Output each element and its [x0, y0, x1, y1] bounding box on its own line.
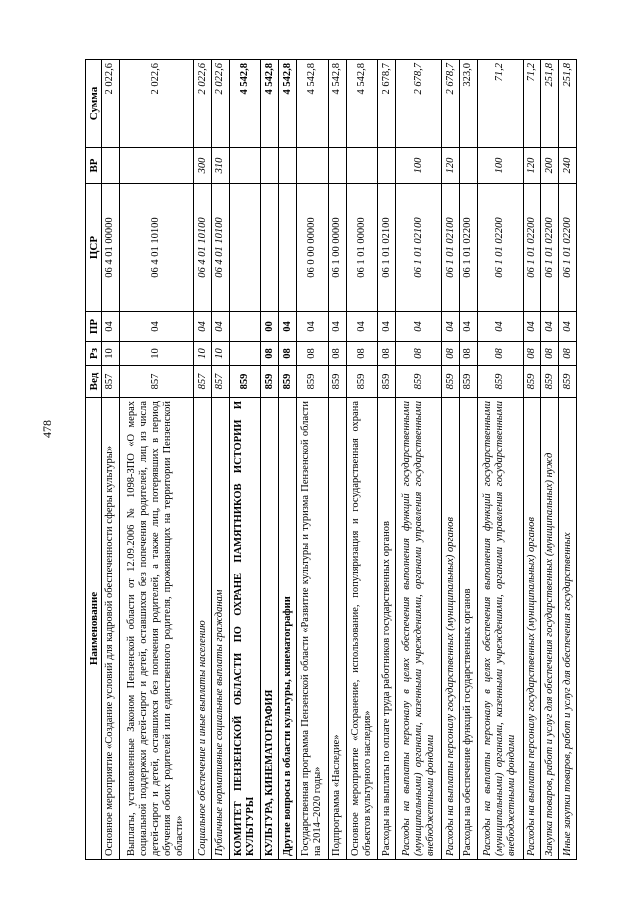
cell-sum: 2 678,7	[396, 60, 442, 148]
cell-vr: 100	[477, 148, 523, 184]
cell-pr: 04	[102, 312, 120, 342]
cell-pr: 04	[396, 312, 442, 342]
cell-ved: 859	[442, 366, 460, 398]
cell-csr: 06 1 01 02200	[459, 184, 477, 312]
cell-csr: 06 1 01 02100	[442, 184, 460, 312]
cell-vr	[296, 148, 328, 184]
cell-sum: 4 542,8	[346, 60, 378, 148]
table-row	[296, 60, 328, 860]
cell-pr	[229, 312, 261, 342]
cell-vr: 310	[211, 148, 229, 184]
table-header-row	[86, 60, 102, 860]
cell-vr	[328, 148, 346, 184]
cell-vr	[346, 148, 378, 184]
cell-pr: 04	[119, 312, 193, 342]
cell-sum: 4 542,8	[296, 60, 328, 148]
cell-csr: 06 4 01 00000	[102, 184, 120, 312]
cell-csr: 06 4 01 10100	[119, 184, 193, 312]
cell-vr: 300	[194, 148, 212, 184]
cell-rz: 08	[346, 342, 378, 366]
cell-csr	[279, 184, 297, 312]
cell-vr: 120	[523, 148, 541, 184]
cell-rz: 08	[296, 342, 328, 366]
table-row	[541, 60, 559, 860]
cell-vr: 240	[559, 148, 577, 184]
cell-name: Расходы на выплаты персоналу государственных (муниципальных) органов	[523, 398, 541, 860]
cell-csr	[261, 184, 279, 312]
cell-rz: 08	[396, 342, 442, 366]
cell-pr: 04	[279, 312, 297, 342]
cell-vr	[279, 148, 297, 184]
cell-csr: 06 1 01 02200	[559, 184, 577, 312]
table-row	[229, 60, 261, 860]
cell-ved: 859	[477, 366, 523, 398]
table-row	[523, 60, 541, 860]
cell-csr: 06 1 01 02200	[523, 184, 541, 312]
cell-sum: 4 542,8	[261, 60, 279, 148]
cell-vr	[459, 148, 477, 184]
cell-name: Публичные нормативные социальные выплаты гражданам	[211, 398, 229, 860]
cell-csr: 06 1 01 00000	[346, 184, 378, 312]
cell-ved: 859	[279, 366, 297, 398]
table-row	[477, 60, 523, 860]
cell-ved: 857	[102, 366, 120, 398]
column-header-ved: Вед	[86, 366, 102, 398]
cell-pr: 04	[523, 312, 541, 342]
cell-ved: 859	[559, 366, 577, 398]
cell-sum: 4 542,8	[279, 60, 297, 148]
cell-csr: 06 1 01 02100	[378, 184, 396, 312]
cell-name: Расходы на выплаты персоналу в целях обеспечения выполнения функций государственными (муниципальными) органами, казенными учреждениями, органами управления государственными внебюджетными фондами	[477, 398, 523, 860]
table-row	[261, 60, 279, 860]
cell-rz	[229, 342, 261, 366]
table-row	[119, 60, 193, 860]
cell-rz: 08	[459, 342, 477, 366]
cell-name: Закупка товаров, работ и услуг для обеспечения государственных (муниципальных) нужд	[541, 398, 559, 860]
cell-csr: 06 1 01 02200	[477, 184, 523, 312]
cell-vr	[378, 148, 396, 184]
cell-rz: 08	[378, 342, 396, 366]
rotated-page	[85, 60, 577, 860]
cell-rz: 08	[328, 342, 346, 366]
cell-sum: 2 022,6	[194, 60, 212, 148]
column-header-vr: ВР	[86, 148, 102, 184]
cell-csr: 06 1 01 02100	[396, 184, 442, 312]
budget-table	[85, 59, 577, 860]
cell-vr	[229, 148, 261, 184]
cell-name: Основное мероприятие «Сохранение, использование, популяризация и государственная охрана объектов культурного наследия»	[346, 398, 378, 860]
cell-rz: 10	[119, 342, 193, 366]
table-row	[279, 60, 297, 860]
cell-pr: 04	[328, 312, 346, 342]
table-row	[459, 60, 477, 860]
table-row	[211, 60, 229, 860]
cell-vr: 100	[396, 148, 442, 184]
cell-name: Выплаты, установленные Законом Пензенской области от 12.09.2006 № 1098-ЗПО «О мерах социальной поддержки детей-сирот и детей, оставшихся без попечения родителей, лиц из числа детей-сирот и детей, оставшихся без попечения родителей, а также лиц, потерявших в период обучения обоих родителей или единственного родителя, проживающих на территории Пензенской области»	[119, 398, 193, 860]
cell-sum: 4 542,8	[229, 60, 261, 148]
cell-pr: 00	[261, 312, 279, 342]
cell-rz: 08	[559, 342, 577, 366]
cell-pr: 04	[442, 312, 460, 342]
cell-pr: 04	[346, 312, 378, 342]
cell-vr: 200	[541, 148, 559, 184]
column-header-csr: ЦСР	[86, 184, 102, 312]
cell-sum: 2 678,7	[442, 60, 460, 148]
cell-rz: 08	[523, 342, 541, 366]
cell-pr: 04	[559, 312, 577, 342]
cell-name: Иные закупки товаров, работ и услуг для обеспечения государственных	[559, 398, 577, 860]
cell-name: КУЛЬТУРА, КИНЕМАТОГРАФИЯ	[261, 398, 279, 860]
cell-csr: 06 4 01 10100	[211, 184, 229, 312]
table-row	[559, 60, 577, 860]
cell-name: Расходы на выплаты персоналу в целях обеспечения выполнения функций государственными (муниципальными) органами, казенными учреждениями, органами управления государственными внебюджетными фондами	[396, 398, 442, 860]
cell-rz: 08	[541, 342, 559, 366]
cell-ved: 859	[396, 366, 442, 398]
cell-rz: 10	[194, 342, 212, 366]
cell-sum: 251,8	[541, 60, 559, 148]
cell-ved: 857	[194, 366, 212, 398]
cell-ved: 859	[523, 366, 541, 398]
cell-ved: 859	[296, 366, 328, 398]
cell-sum: 251,8	[559, 60, 577, 148]
cell-name: Основное мероприятие «Создание условий для кадровой обеспеченности сферы культуры»	[102, 398, 120, 860]
table-row	[378, 60, 396, 860]
cell-csr: 06 1 01 02200	[541, 184, 559, 312]
cell-pr: 04	[194, 312, 212, 342]
cell-csr: 06 4 01 10100	[194, 184, 212, 312]
cell-vr	[119, 148, 193, 184]
cell-sum: 2 022,6	[102, 60, 120, 148]
cell-sum: 2 022,6	[211, 60, 229, 148]
table-row	[396, 60, 442, 860]
cell-ved: 859	[378, 366, 396, 398]
table-body	[102, 60, 577, 860]
cell-csr: 06 1 00 00000	[328, 184, 346, 312]
cell-pr: 04	[378, 312, 396, 342]
cell-csr	[229, 184, 261, 312]
cell-name: КОМИТЕТ ПЕНЗЕНСКОЙ ОБЛАСТИ ПО ОХРАНЕ ПАМЯТНИКОВ ИСТОРИИ И КУЛЬТУРЫ	[229, 398, 261, 860]
cell-ved: 859	[346, 366, 378, 398]
cell-vr	[102, 148, 120, 184]
cell-sum: 2 678,7	[378, 60, 396, 148]
cell-pr: 04	[541, 312, 559, 342]
cell-ved: 859	[328, 366, 346, 398]
cell-name: Расходы на обеспечение функций государственных органов	[459, 398, 477, 860]
cell-ved: 859	[261, 366, 279, 398]
cell-sum: 323,0	[459, 60, 477, 148]
cell-rz: 10	[102, 342, 120, 366]
cell-rz: 08	[477, 342, 523, 366]
cell-ved: 859	[229, 366, 261, 398]
column-header-rz: Рз	[86, 342, 102, 366]
cell-name: Расходы на выплаты по оплате труда работников государственных органов	[378, 398, 396, 860]
cell-ved: 857	[211, 366, 229, 398]
cell-sum: 71,2	[523, 60, 541, 148]
cell-ved: 859	[459, 366, 477, 398]
cell-rz: 08	[261, 342, 279, 366]
cell-csr: 06 0 00 00000	[296, 184, 328, 312]
table-row	[346, 60, 378, 860]
table-row	[194, 60, 212, 860]
cell-vr: 120	[442, 148, 460, 184]
cell-ved: 859	[541, 366, 559, 398]
cell-name: Социальное обеспечение и иные выплаты населению	[194, 398, 212, 860]
table-row	[442, 60, 460, 860]
cell-rz: 10	[211, 342, 229, 366]
cell-name: Подпрограмма «Наследие»	[328, 398, 346, 860]
cell-rz: 08	[279, 342, 297, 366]
cell-rz: 08	[442, 342, 460, 366]
column-header-name: Наименование	[86, 398, 102, 860]
cell-sum: 2 022,6	[119, 60, 193, 148]
table-row	[328, 60, 346, 860]
cell-pr: 04	[459, 312, 477, 342]
cell-pr: 04	[296, 312, 328, 342]
cell-sum: 71,2	[477, 60, 523, 148]
cell-pr: 04	[211, 312, 229, 342]
cell-name: Государственная программа Пензенской области «Развитие культуры и туризма Пензенской области на 2014–2020 годы»	[296, 398, 328, 860]
column-header-sum: Сумма	[86, 60, 102, 148]
cell-name: Расходы на выплаты персоналу государственных (муниципальных) органов	[442, 398, 460, 860]
page-number: 478	[40, 420, 54, 438]
cell-vr	[261, 148, 279, 184]
cell-pr: 04	[477, 312, 523, 342]
column-header-pr: ПР	[86, 312, 102, 342]
cell-sum: 4 542,8	[328, 60, 346, 148]
cell-ved: 857	[119, 366, 193, 398]
cell-name: Другие вопросы в области культуры, кинематографии	[279, 398, 297, 860]
table-row	[102, 60, 120, 860]
